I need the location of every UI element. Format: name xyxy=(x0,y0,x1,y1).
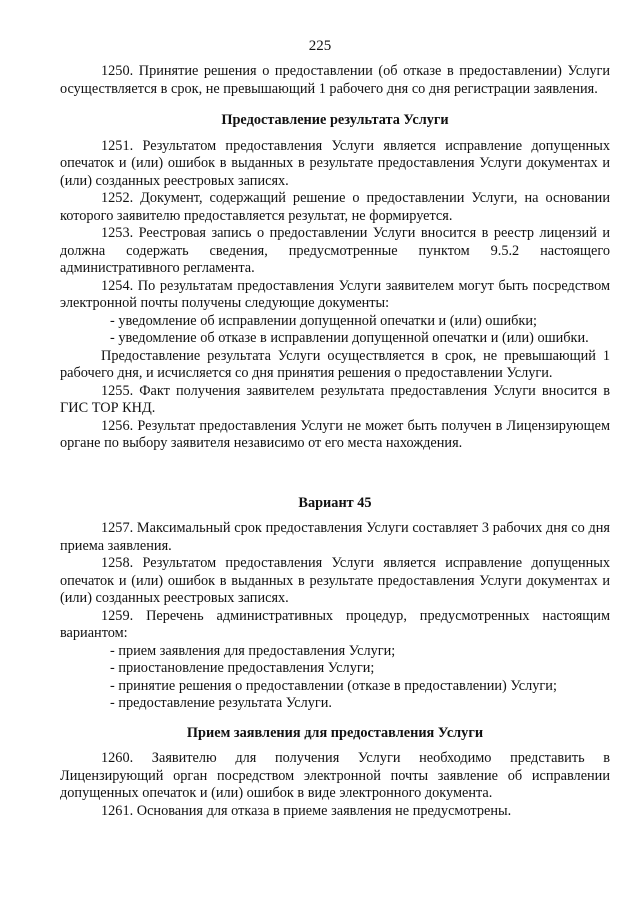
list-item: - приостановление предоставления Услуги; xyxy=(110,660,375,676)
paragraph-1253: 1253. Реестровая запись о предоставлении Услуги вносится в реестр лицензий и должна содержать сведения, предусмотренные пунктом 9.5.2 настоящего административного регламента. xyxy=(60,225,610,276)
paragraph-1254: 1254. По результатам предоставления Услуги заявителем могут быть посредством электронной почты получены следующие документы: xyxy=(60,277,610,311)
document-body xyxy=(60,63,610,820)
paragraph-1257: 1257. Максимальный срок предоставления Услуги составляет 3 рабочих дня со дня приема заявления. xyxy=(60,520,610,554)
section-heading-application: Прием заявления для предоставления Услуги xyxy=(186,724,484,741)
paragraph-1252: 1252. Документ, содержащий решение о предоставлении Услуги, на основании которого заявителю предоставляется результат, не формируется. xyxy=(60,190,610,224)
list-item: - предоставление результата Услуги. xyxy=(110,695,332,711)
paragraph-1261: 1261. Основания для отказа в приеме заявления не предусмотрены. xyxy=(101,802,512,819)
section-heading-result: Предоставление результата Услуги xyxy=(221,112,449,128)
paragraph-1256: 1256. Результат предоставления Услуги не может быть получен в Лицензирующем органе по выбору заявителя независимо от его места нахождения. xyxy=(60,417,610,451)
paragraph-1250: 1250. Принятие решения о предоставлении (об отказе в предоставлении) Услуги осуществляется в срок, не превышающий 1 рабочего дня со дня регистрации заявления. xyxy=(60,63,610,97)
paragraph-result-term: Предоставление результата Услуги осуществляется в срок, не превышающий 1 рабочего дня, и исчисляется со дня принятия решения о предоставлении Услуги. xyxy=(60,347,610,381)
list-item: - принятие решения о предоставлении (отказе в предоставлении) Услуги; xyxy=(110,677,557,694)
list-item: - уведомление об отказе в исправлении допущенной опечатки и (или) ошибки. xyxy=(110,330,589,346)
paragraph-1251: 1251. Результатом предоставления Услуги является исправление допущенных опечаток и (или) ошибок в выданных в результате предоставления Услуги документах и (или) созданных реестровых записях. xyxy=(60,137,610,189)
list-item: - уведомление об исправлении допущенной опечатки и (или) ошибки; xyxy=(110,312,537,329)
paragraph-1259: 1259. Перечень административных процедур, предусмотренных настоящим вариантом: xyxy=(60,607,610,641)
paragraph-1255: 1255. Факт получения заявителем результата предоставления Услуги вносится в ГИС ТОР КНД. xyxy=(60,382,610,416)
paragraph-1258: 1258. Результатом предоставления Услуги является исправление допущенных опечаток и (или) ошибок в выданных в результате предоставления Услуги документах и (или) созданных реестровых записях. xyxy=(60,555,610,606)
page-number: 225 xyxy=(308,38,332,54)
paragraph-1260: 1260. Заявителю для получения Услуги необходимо представить в Лицензирующий орган посредством электронной почты заявление об исправлении допущенных опечаток и (или) ошибок в виде электронного документа. xyxy=(60,750,610,801)
variant-heading: Вариант 45 xyxy=(298,494,372,511)
list-item: - прием заявления для предоставления Услуги; xyxy=(110,642,396,659)
